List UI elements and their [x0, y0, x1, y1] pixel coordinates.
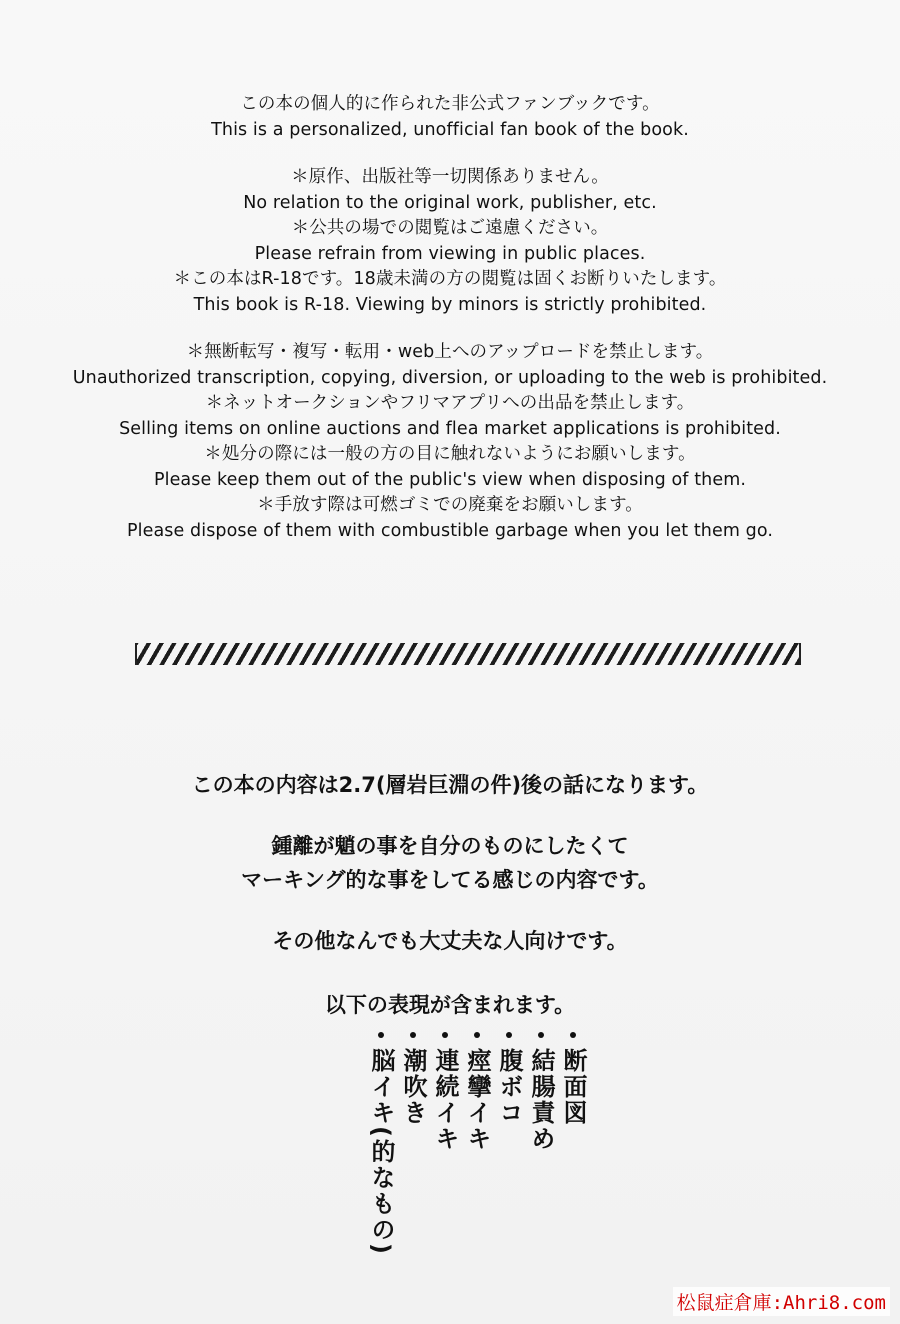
- notice-line: この本の個人的に作られた非公式ファンブックです。: [240, 94, 660, 114]
- notice-line: This is a personalized, unofficial fan book of the book.: [211, 119, 689, 140]
- paragraph-gap: [0, 802, 900, 829]
- notice-line: ＊手放す際は可燃ゴミでの廃棄をお願いします。: [257, 495, 643, 515]
- contains-item: 痙攣イキ: [464, 1032, 490, 1256]
- notice-line: Unauthorized transcription, copying, diversion, or uploading to the web is prohibited.: [72, 367, 828, 388]
- notice-line: ＊公共の場での閲覧はご遠慮ください。: [291, 218, 609, 238]
- notice-line: Please keep them out of the public's view when disposing of them.: [153, 469, 747, 490]
- notice-line: ＊処分の際には一般の方の目に触れないようにお願いします。: [204, 444, 696, 464]
- notice-line: ＊原作、出版社等一切関係ありません。: [291, 167, 609, 187]
- paragraph-gap: [0, 143, 900, 165]
- content-line: その他なんでも大丈夫な人向けです。: [272, 929, 628, 953]
- contains-item: 連続イキ: [432, 1032, 458, 1256]
- contains-item: 腹ボコ: [496, 1032, 522, 1256]
- notice-line: ＊無断転写・複写・転用・web上へのアップロードを禁止します。: [186, 342, 714, 362]
- contains-list: [368, 1032, 586, 1256]
- content-description: [0, 768, 900, 1022]
- notice-line: Please refrain from viewing in public places.: [254, 243, 646, 264]
- watermark-text: 松鼠症倉庫:Ahri8.com: [673, 1287, 890, 1316]
- paragraph-gap: [0, 897, 900, 924]
- notice-line: ＊ネットオークションやフリマアプリへの出品を禁止します。: [205, 393, 695, 413]
- paragraph-gap: [0, 318, 900, 340]
- notice-line: ＊この本はR-18です。18歳未満の方の閲覧は固くお断りいたします。: [173, 269, 727, 289]
- notice-line: No relation to the original work, publisher, etc.: [243, 192, 657, 213]
- contains-item: 脳イキ(的なもの): [368, 1032, 394, 1256]
- hatched-divider: [135, 643, 801, 665]
- contains-item: 結腸責め: [528, 1032, 554, 1256]
- contains-item: 潮吹き: [400, 1032, 426, 1256]
- content-line: この本の内容は2.7(層岩巨淵の件)後の話になります。: [191, 773, 709, 797]
- disclaimer-notice: [0, 92, 900, 544]
- notice-line: This book is R-18. Viewing by minors is strictly prohibited.: [193, 294, 707, 315]
- notice-line: Please dispose of them with combustible garbage when you let them go.: [126, 520, 774, 541]
- content-line: マーキング的な事をしてる感じの内容です。: [241, 868, 659, 892]
- content-line: 鍾離が魈の事を自分のものにしたくて: [271, 834, 629, 858]
- contains-heading: 以下の表現が含まれます。: [324, 993, 576, 1017]
- contains-item: 断面図: [560, 1032, 586, 1256]
- notice-line: Selling items on online auctions and flea market applications is prohibited.: [119, 418, 781, 439]
